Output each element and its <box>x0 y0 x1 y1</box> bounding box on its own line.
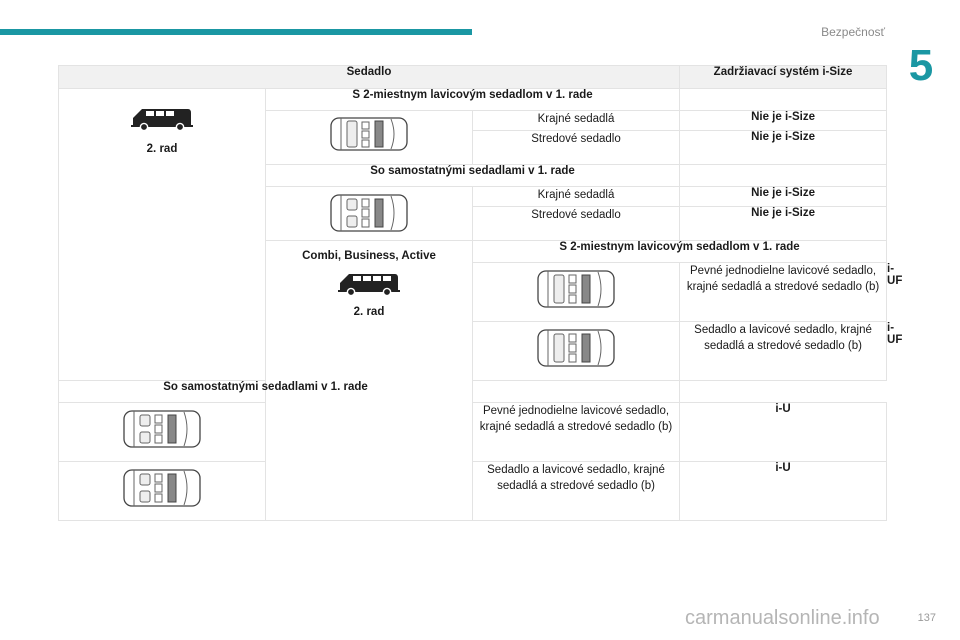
seat-position: Sedadlo a lavicové sedadlo, krajné sedadlá a stredové sedadlo (b) <box>680 322 887 381</box>
col-header-seat: Sedadlo <box>59 66 680 89</box>
empty-cell <box>473 381 680 403</box>
seat-diagram-icon <box>122 407 202 451</box>
seat-position: Stredové sedadlo <box>473 207 680 241</box>
isize-value: Nie je i-Size <box>680 187 887 207</box>
watermark: carmanualsonline.info <box>685 607 880 629</box>
seat-diagram-cell <box>266 111 473 165</box>
seat-position: Pevné jednodielne lavicové sedadlo, krajné sedadlá a stredové sedadlo (b) <box>680 263 887 322</box>
isize-value: i-U <box>680 403 887 462</box>
van-icon <box>338 270 400 296</box>
isize-table <box>58 65 903 521</box>
seat-position: Krajné sedadlá <box>473 111 680 131</box>
row-label: 2. rad <box>146 143 178 155</box>
seat-position: Pevné jednodielne lavicové sedadlo, krajné sedadlá a stredové sedadlo (b) <box>473 403 680 462</box>
top-accent-bar <box>0 29 472 35</box>
seat-diagram-icon <box>329 191 409 235</box>
section-title: Bezpečnosť <box>821 25 885 39</box>
seat-position: Krajné sedadlá <box>473 187 680 207</box>
table-row <box>59 462 887 521</box>
seat-position: Stredové sedadlo <box>473 131 680 165</box>
table-row: Pevné jednodielne lavicové sedadlo, krajné sedadlá a stredové sedadlo (b) i-UF <box>59 263 887 322</box>
table-row <box>59 403 887 462</box>
config-title: So samostatnými sedadlami v 1. rade <box>59 381 473 403</box>
col-header-isize: Zadržiavací systém i-Size <box>680 66 887 89</box>
seat-diagram-icon <box>122 466 202 510</box>
seat-diagram-cell <box>59 462 266 521</box>
seat-diagram-icon <box>329 115 409 153</box>
table-row <box>59 381 887 403</box>
isize-value: i-U <box>680 462 887 521</box>
row-label: 2. rad <box>353 306 385 318</box>
config-title: S 2-miestnym lavicovým sedadlom v 1. rade <box>266 89 680 111</box>
config-title: So samostatnými sedadlami v 1. rade <box>266 165 680 187</box>
table-row: Sedadlo a lavicové sedadlo, krajné sedadlá a stredové sedadlo (b) i-UF <box>59 322 887 381</box>
table-header-row <box>59 66 887 89</box>
empty-cell <box>680 165 887 187</box>
isize-value: Nie je i-Size <box>680 207 887 241</box>
page-number: 137 <box>917 612 936 624</box>
isize-value: Nie je i-Size <box>680 111 887 131</box>
van-icon <box>131 105 193 131</box>
versions-label: Combi, Business, Active <box>302 250 436 262</box>
seat-diagram-icon <box>536 267 616 311</box>
seat-diagram-cell <box>266 187 473 241</box>
seat-diagram-cell <box>473 263 680 322</box>
vehicle-cell <box>59 89 266 381</box>
config-title: S 2-miestnym lavicovým sedadlom v 1. rade <box>473 241 887 263</box>
seat-diagram-cell <box>473 322 680 381</box>
chapter-number: 5 <box>908 41 934 90</box>
seat-diagram-icon <box>536 326 616 370</box>
seat-diagram-cell <box>59 403 266 462</box>
isize-value: Nie je i-Size <box>680 131 887 165</box>
table-row <box>59 89 887 111</box>
empty-cell <box>680 89 887 111</box>
seat-position: Sedadlo a lavicové sedadlo, krajné sedadlá a stredové sedadlo (b) <box>473 462 680 521</box>
